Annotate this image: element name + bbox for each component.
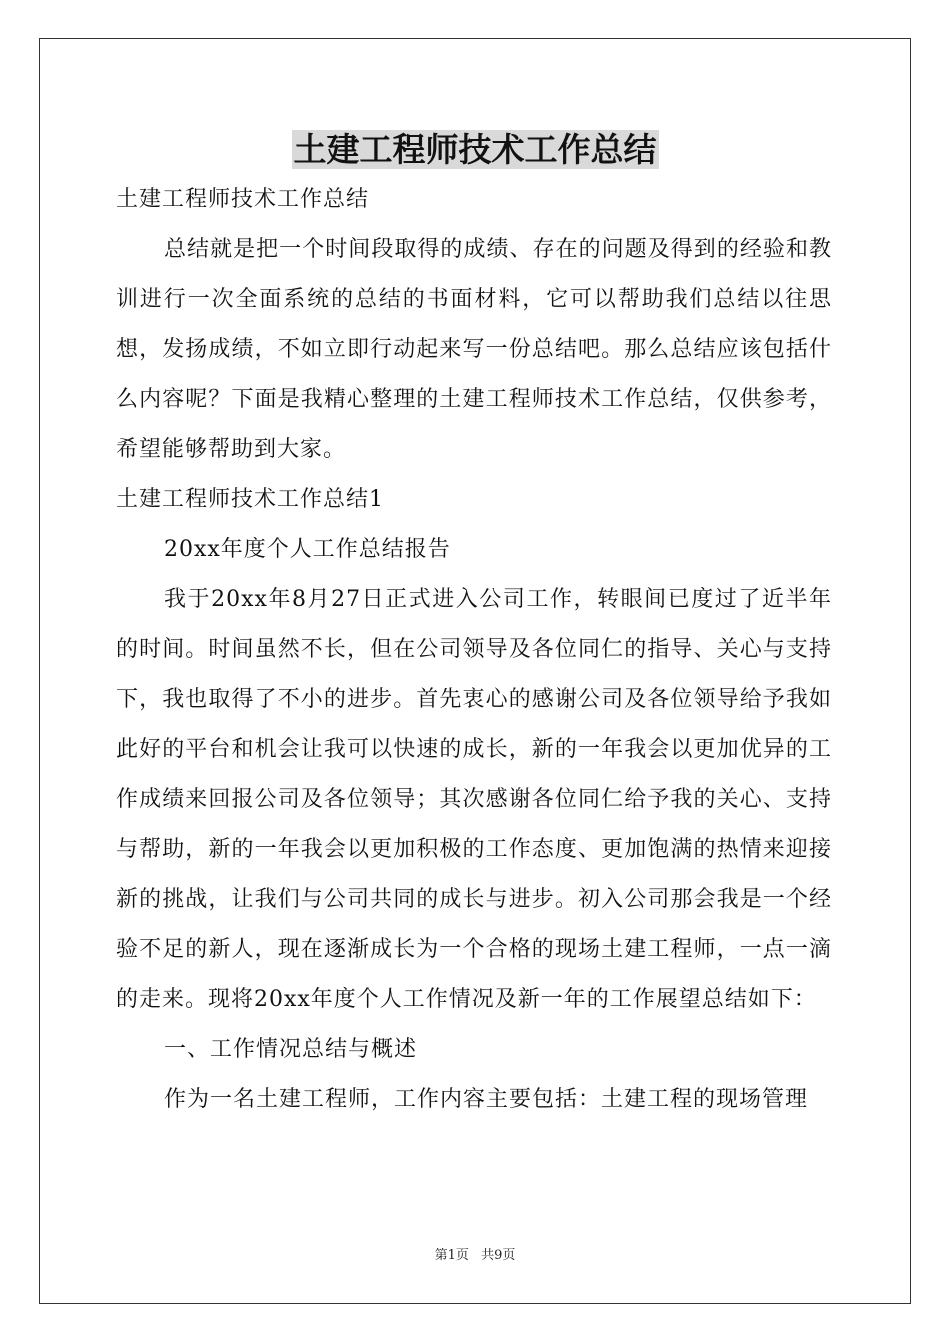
- page-number: 第1页: [434, 1248, 469, 1263]
- page-total: 共9页: [481, 1248, 516, 1263]
- document-title-text: 土建工程师技术工作总结: [293, 130, 657, 169]
- body-paragraph: 土建工程师技术工作总结1: [116, 487, 384, 512]
- body-paragraph: 一、工作情况总结与概述: [164, 1037, 418, 1062]
- body-paragraph: 土建工程师技术工作总结: [116, 187, 370, 212]
- body-paragraph: 总结就是把一个时间段取得的成绩、存在的问题及得到的经验和教训进行一次全面系统的总结的书面材料，它可以帮助我们总结以往思想，发扬成绩，不如立即行动起来写一份总结吧。那么总结应该包括什么内容呢？下面是我精心整理的土建工程师技术工作总结，仅供参考，希望能够帮助到大家。: [116, 237, 832, 462]
- document-title: [0, 126, 950, 174]
- body-paragraph: 我于20xx年8月27日正式进入公司工作，转眼间已度过了近半年的时间。时间虽然不长，但在公司领导及各位同仁的指导、关心与支持下，我也取得了不小的进步。首先衷心的感谢公司及各位领导给予我如此好的平台和机会让我可以快速的成长，新的一年我会以更加优异的工作成绩来回报公司及各位领导；其次感谢各位同仁给予我的关心、支持与帮助，新的一年我会以更加积极的工作态度、更加饱满的热情来迎接新的挑战，让我们与公司共同的成长与进步。初入公司那会我是一个经验不足的新人，现在逐渐成长为一个合格的现场土建工程师，一点一滴的走来。现将20xx年度个人工作情况及新一年的工作展望总结如下：: [116, 587, 832, 1012]
- document-body: [116, 175, 832, 1125]
- page-footer: [0, 1244, 950, 1263]
- body-paragraph: 作为一名土建工程师，工作内容主要包括：土建工程的现场管理: [164, 1087, 809, 1112]
- body-paragraph: 20xx年度个人工作总结报告: [164, 537, 451, 562]
